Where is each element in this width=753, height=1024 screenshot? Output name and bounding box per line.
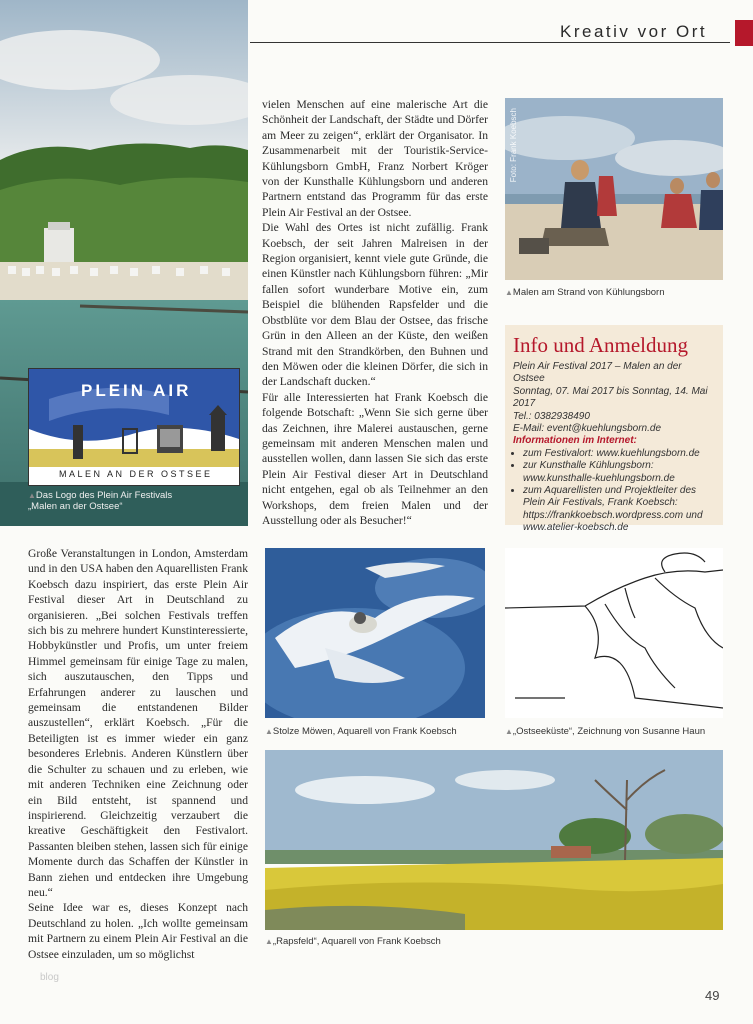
plein-air-logo: [28, 368, 240, 486]
section-tab: [735, 20, 753, 46]
caption-gulls: ▲ Stolze Möwen, Aquarell von Frank Koebsch: [265, 726, 457, 737]
coast-drawing: [505, 548, 723, 718]
rape-field-painting: [265, 750, 723, 930]
info-phone: Tel.: 0382938490: [513, 410, 590, 422]
section-title: Kreativ vor Ort: [560, 22, 708, 41]
article-paragraph: vielen Menschen auf eine malerische Art die Schönheit der Landschaft, der Städte und Dörfer am Meer zu zeigen“, erklärt der Organisator. In Zusammenarbeit mit der Touristik-Service-Kühlungsborn GmbH, Franz Norbert Kröger von der Kunsthalle Kühlungsborn und anderen Partnern entstand das Programm für das erste Plein Air Festival an der Ostsee.: [262, 98, 488, 219]
caption-coast: ▲ „Ostseeküste“, Zeichnung von Susanne Haun: [505, 726, 705, 737]
title-rule: [250, 42, 730, 43]
info-link-item: • zum Aquarellisten und Projektleiter des Plein Air Festivals, Frank Koebsch: https://frankkoebsch.wordpress.com und www.atelier-koebsch.de: [523, 485, 715, 535]
article-paragraph: Große Veranstaltungen in London, Amsterdam und in den USA haben den Aquarellisten Frank Koebsch dazu inspiriert, das erste Plein Air Festival dieser Art in Deutschland zu organisieren. „Bei solchen Festivals treffen sich bis zu mehrere hundert Kunstinteressierte, Hobbykünstler und Profis, um unter freiem Himmel gemeinsam für einige Tage zu malen, sich auszutauschen, den Tipps und Erfahrungen anderer zu lauschen und gemeinsam die entstandenen Bilder auszustellen“, erklärt Koebsch. „Für die Beteiligten ist es immer wieder ein ganz besonderes Erlebnis. Anderen Künstlern über die Schulter zu schauen und zu erleben, wie mit anderen Techniken eine Zeichnung oder ein Bild entsteht, ist spannend und inspirierend. Gleichzeitig verzaubert die kreative Geschäftigkeit den Festivalort. Passanten bleiben stehen, lassen sich für einige Momente durch das Schaffen der Künstler in Bann ziehen und entdecken ihre Umgebung neu.“: [28, 547, 248, 899]
logo-subtitle: MALEN AN DER OSTSEE: [59, 469, 213, 479]
beach-photo: [505, 98, 723, 280]
article-column-left: [28, 546, 248, 962]
info-email: E-Mail: event@kuehlungsborn.de: [513, 423, 662, 435]
gulls-painting: [265, 548, 485, 718]
info-title: Info und Anmeldung: [513, 333, 688, 357]
photo-credit: Foto: Frank Koebsch: [509, 108, 518, 183]
article-paragraph: Für alle Interessierten hat Frank Koebsch die folgende Botschaft: „Wenn Sie sich gerne über das Zeichnen, ihre Malerei austauschen, gerne gemeinsam mit anderen Menschen malen und ausstellen wollen, dann lassen Sie sich das erste Plein Air Festival dieser Art in Deutschland nicht entgehen, egal ob als Teilnehmer an den Workshops, dem freien Malen und der Ausstellung oder als Besucher!“: [262, 390, 488, 527]
caption-beach: ▲ Malen am Strand von Kühlungsborn: [505, 287, 665, 298]
page-number: 49: [705, 988, 720, 1003]
info-link-item: • zur Kunsthalle Kühlungsborn: www.kunsthalle-kuehlungsborn.de: [523, 460, 715, 485]
info-box: [505, 325, 723, 534]
article-paragraph: Seine Idee war es, dieses Konzept nach Deutschland zu holen. „Ich wollte gemeinsam mit Partnern zu einem Plein Air Festival an die Ostsee einzuladen, um so möglichst: [28, 901, 248, 961]
watermark: blog: [40, 972, 59, 983]
info-event-dates: Sonntag, 07. Mai 2017 bis Sonntag, 14. Mai 2017: [513, 385, 708, 410]
logo-title: PLEIN AIR: [81, 381, 192, 400]
article-paragraph: Die Wahl des Ortes ist nicht zufällig. Frank Koebsch, der seit Jahren Malreisen in der Region organisiert, kennt viele gute Gründe, die einen Künstler nach Kühlungsborn führen: „Mir fallen sofort wunderbare Motive ein, zum Beispiel die blühenden Rapsfelder und die Obstblüte vor dem Blau der Ostsee, das frische Grün in den Alleen an der Küste, den weißen Strand mit den Strandkörben, den Buhnen und den Möwen oder die kleinen Dörfer, die sich in der Landschaft ducken.“: [262, 221, 488, 389]
info-link-item: • zum Festivalort: www.kuehlungsborn.de: [523, 448, 715, 460]
info-internet-heading: Informationen im Internet:: [513, 435, 637, 447]
caption-logo: ▲ Das Logo des Plein Air Festivals „Malen an der Ostsee“: [28, 490, 188, 512]
caption-rape-field: ▲ „Rapsfeld“, Aquarell von Frank Koebsch: [265, 936, 441, 947]
info-link-list: [513, 448, 715, 535]
info-event-name: Plein Air Festival 2017 – Malen an der Ostsee: [513, 361, 682, 385]
article-column-middle: [262, 97, 488, 528]
